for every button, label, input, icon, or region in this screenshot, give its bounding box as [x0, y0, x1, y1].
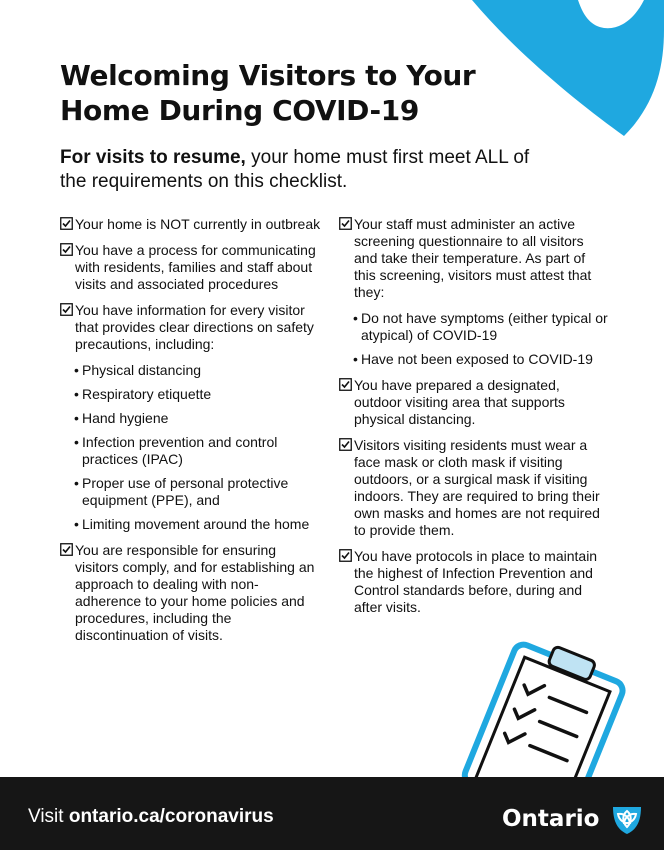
bullet-item-text: Proper use of personal protective equipment (PPE), and	[82, 475, 289, 508]
checklist-item	[339, 377, 609, 428]
bullet-item-text: Hand hygiene	[82, 410, 169, 426]
ontario-wordmark: Ontario	[502, 806, 600, 832]
checklist-item-text: You have prepared a designated, outdoor visiting area that supports physical distancing.	[354, 377, 565, 427]
checklist-item	[60, 302, 322, 353]
checklist-item-text: You have information for every visitor that provides clear directions on safety precautions, including:	[75, 302, 314, 352]
checklist-item-text: You are responsible for ensuring visitors comply, and for establishing an approach to dealing with non-adherence to your home policies and procedures, including the discontinuation of visits.	[75, 542, 315, 643]
bullet-item-text: Do not have symptoms (either typical or atypical) of COVID-19	[361, 310, 608, 343]
checklist-item	[339, 548, 609, 616]
checklist-item	[339, 437, 609, 539]
bullet-dot-icon: •	[74, 410, 79, 426]
checkbox-checked-icon	[339, 378, 352, 391]
checklist-item-text: Visitors visiting residents must wear a face mask or cloth mask if visiting outdoors, or a surgical mask if visiting indoors. They are required to bring their own masks and homes are not required to provide them.	[354, 437, 600, 538]
checklist-item-text: You have protocols in place to maintain the highest of Infection Prevention and Control standards before, during and after visits.	[354, 548, 598, 615]
title-line-2: Home During COVID-19	[60, 94, 419, 127]
bullet-item	[339, 310, 609, 344]
bullet-item-text: Infection prevention and control practices (IPAC)	[82, 434, 278, 467]
checkbox-checked-icon	[60, 543, 73, 556]
checkbox-checked-icon	[339, 438, 352, 451]
checklist-left-column	[60, 216, 322, 653]
coronavirus-link[interactable]: ontario.ca/coronavirus	[68, 806, 274, 827]
bullet-item	[60, 475, 322, 509]
bullet-dot-icon: •	[74, 386, 79, 402]
checklist-item	[60, 242, 322, 293]
bullet-item-text: Limiting movement around the home	[82, 516, 310, 532]
checkbox-checked-icon	[60, 303, 73, 316]
bullet-dot-icon: •	[353, 310, 358, 326]
title-line-1: Welcoming Visitors to Your	[60, 59, 476, 92]
intro-rest: your home must first meet ALL of the requirements on this checklist.	[60, 147, 530, 192]
bullet-item-text: Respiratory etiquette	[82, 386, 212, 402]
bullet-item-text: Have not been exposed to COVID-19	[361, 351, 593, 367]
footer-bar	[0, 777, 664, 850]
bullet-list	[60, 362, 322, 533]
bullet-item	[60, 362, 322, 379]
bullet-item-text: Physical distancing	[82, 362, 202, 378]
checklist-item-text: You have a process for communicating with residents, families and staff about visits and associated procedures	[75, 242, 316, 292]
visit-text	[28, 806, 274, 828]
bullet-dot-icon: •	[74, 475, 79, 491]
bullet-item	[339, 351, 609, 368]
bullet-dot-icon: •	[74, 516, 79, 532]
bullet-item	[60, 434, 322, 468]
checklist-item	[60, 542, 322, 644]
bullet-item	[60, 516, 322, 533]
visit-label: Visit	[28, 806, 69, 827]
checkbox-checked-icon	[339, 549, 352, 562]
intro-strong: For visits to resume,	[60, 147, 246, 168]
checklist-item	[60, 216, 322, 233]
checkbox-checked-icon	[60, 243, 73, 256]
checklist-item	[339, 216, 609, 301]
checklist-item-text: Your home is NOT currently in outbreak	[75, 216, 321, 232]
checkbox-checked-icon	[60, 217, 73, 230]
trillium-logo-icon	[610, 802, 644, 836]
clipboard-checklist-illustration	[450, 636, 630, 777]
bullet-item	[60, 386, 322, 403]
intro-text	[60, 146, 530, 194]
bullet-dot-icon: •	[74, 434, 79, 450]
checkbox-checked-icon	[339, 217, 352, 230]
page-title	[60, 58, 500, 128]
bullet-list	[339, 310, 609, 368]
checklist-right-column	[339, 216, 609, 625]
bullet-dot-icon: •	[353, 351, 358, 367]
checklist-item-text: Your staff must administer an active screening questionnaire to all visitors and take their temperature. As part of this screening, visitors must attest that they:	[354, 216, 592, 300]
bullet-item	[60, 410, 322, 427]
bullet-dot-icon: •	[74, 362, 79, 378]
